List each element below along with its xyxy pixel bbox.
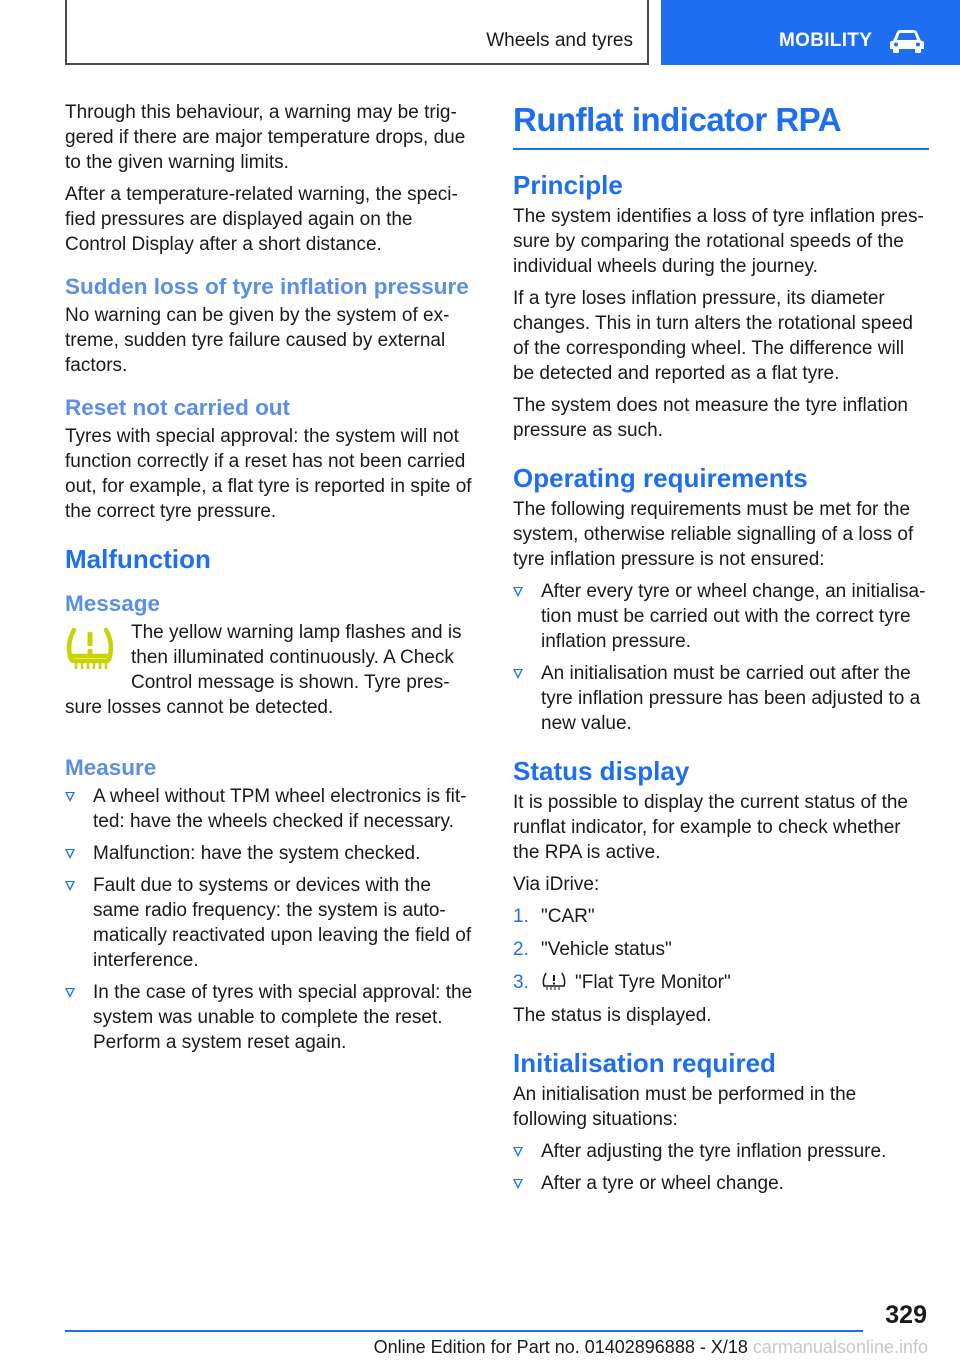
steps-list (513, 904, 929, 995)
edition-text: Online Edition for Part no. 01402896888 - X/18 (373, 1337, 748, 1357)
footer-edition (65, 1337, 928, 1358)
bullet-triangle-icon (513, 587, 523, 597)
car-icon (889, 28, 925, 54)
message-heading: Message (65, 591, 161, 616)
malfunction-heading: Malfunction (65, 544, 211, 574)
message-block (65, 620, 479, 720)
bullet-triangle-icon (65, 849, 75, 859)
initialisation-heading: Initialisation required (513, 1048, 776, 1078)
list-item: An initialisation must be carried out after the tyre inflation pressure has been adjusted to a new value. (513, 661, 929, 736)
principle-paragraph-1: The system identifies a loss of tyre inflation pres‐sure by comparing the rotational speeds of the individual wheels during the journey. (513, 206, 924, 277)
operating-heading: Operating requirements (513, 463, 808, 493)
intro-paragraph-1: Through this behaviour, a warning may be trig‐gered if there are major temperature drops, due to the given warning limits. (65, 102, 466, 173)
bullet-triangle-icon (65, 792, 75, 802)
list-item: After adjusting the tyre inflation pressure. (513, 1139, 929, 1164)
list-item: After a tyre or wheel change. (513, 1171, 929, 1196)
list-item: Fault due to systems or devices with the same radio frequency: the system is auto‐matically reactivated upon leaving the field of interference. (65, 873, 479, 973)
operating-text: The following requirements must be met for the system, otherwise reliable signalling of a loss of tyre inflation pressure is not ensured: (513, 499, 914, 570)
reset-text: Tyres with special approval: the system will not function correctly if a reset has not been carried out, for example, a flat tyre is reported in spite of the correct tyre pressure. (65, 426, 472, 522)
list-item: 2. "Vehicle status" (513, 939, 672, 960)
right-column (513, 100, 929, 1203)
principle-heading: Principle (513, 170, 623, 200)
section-title: Wheels and tyres (486, 30, 633, 51)
status-heading: Status display (513, 756, 690, 786)
page-number: 329 (885, 1301, 927, 1329)
mobility-label: MOBILITY (779, 30, 873, 51)
list-item: 1. "CAR" (513, 906, 595, 927)
operating-list (513, 579, 929, 736)
mobility-tab[interactable] (661, 0, 960, 65)
message-text: The yellow warning lamp flashes and is then illuminated continuously. A Check Control message is shown. Tyre pres‐sure losses cannot be detected. (65, 622, 462, 718)
left-column (65, 100, 479, 1062)
via-idrive-text: Via iDrive: (513, 874, 600, 895)
status-text: It is possible to display the current status of the runflat indicator, for example to check whether the RPA is active. (513, 792, 908, 863)
principle-paragraph-2: If a tyre loses inflation pressure, its diameter changes. This in turn alters the rotational speed of the corresponding wheel. The difference will be detected and reported as a flat tyre. (513, 288, 913, 384)
principle-paragraph-3: The system does not measure the tyre inflation pressure as such. (513, 395, 908, 441)
sudden-loss-heading: Sudden loss of tyre inflation pressure (65, 274, 469, 299)
reset-heading: Reset not carried out (65, 395, 291, 420)
measure-heading: Measure (65, 755, 157, 780)
sudden-loss-text: No warning can be given by the system of ex‐treme, sudden tyre failure caused by external factors. (65, 305, 450, 376)
tyre-pressure-warning-icon (65, 626, 115, 670)
initialisation-text: An initialisation must be performed in the following situations: (513, 1084, 857, 1130)
status-result-text: The status is displayed. (513, 1005, 712, 1026)
list-item: A wheel without TPM wheel electronics is fit‐ted: have the wheels checked if necessary. (65, 784, 479, 834)
intro-paragraph-2: After a temperature-related warning, the speci‐fied pressures are displayed again on the Control Display after a short distance. (65, 184, 458, 255)
watermark-text: carmanualsonline.info (752, 1337, 928, 1357)
bullet-triangle-icon (513, 1147, 523, 1157)
initialisation-list (513, 1139, 929, 1196)
list-item: In the case of tyres with special approval: the system was unable to complete the reset. Perform a system reset again. (65, 980, 479, 1055)
bullet-triangle-icon (65, 988, 75, 998)
list-item: 3. "Flat Tyre Monitor" (513, 972, 731, 993)
bullet-triangle-icon (513, 669, 523, 679)
bullet-triangle-icon (65, 881, 75, 891)
bullet-triangle-icon (513, 1179, 523, 1189)
footer-divider (65, 1330, 863, 1332)
flat-tyre-icon (541, 971, 567, 991)
measure-list (65, 784, 479, 1055)
page-title: Runflat indicator RPA (513, 100, 929, 150)
list-item: Malfunction: have the system checked. (65, 841, 479, 866)
header-title-box (65, 0, 649, 65)
list-item: After every tyre or wheel change, an initialisa‐tion must be carried out with the correct tyre inflation pressure. (513, 579, 929, 654)
